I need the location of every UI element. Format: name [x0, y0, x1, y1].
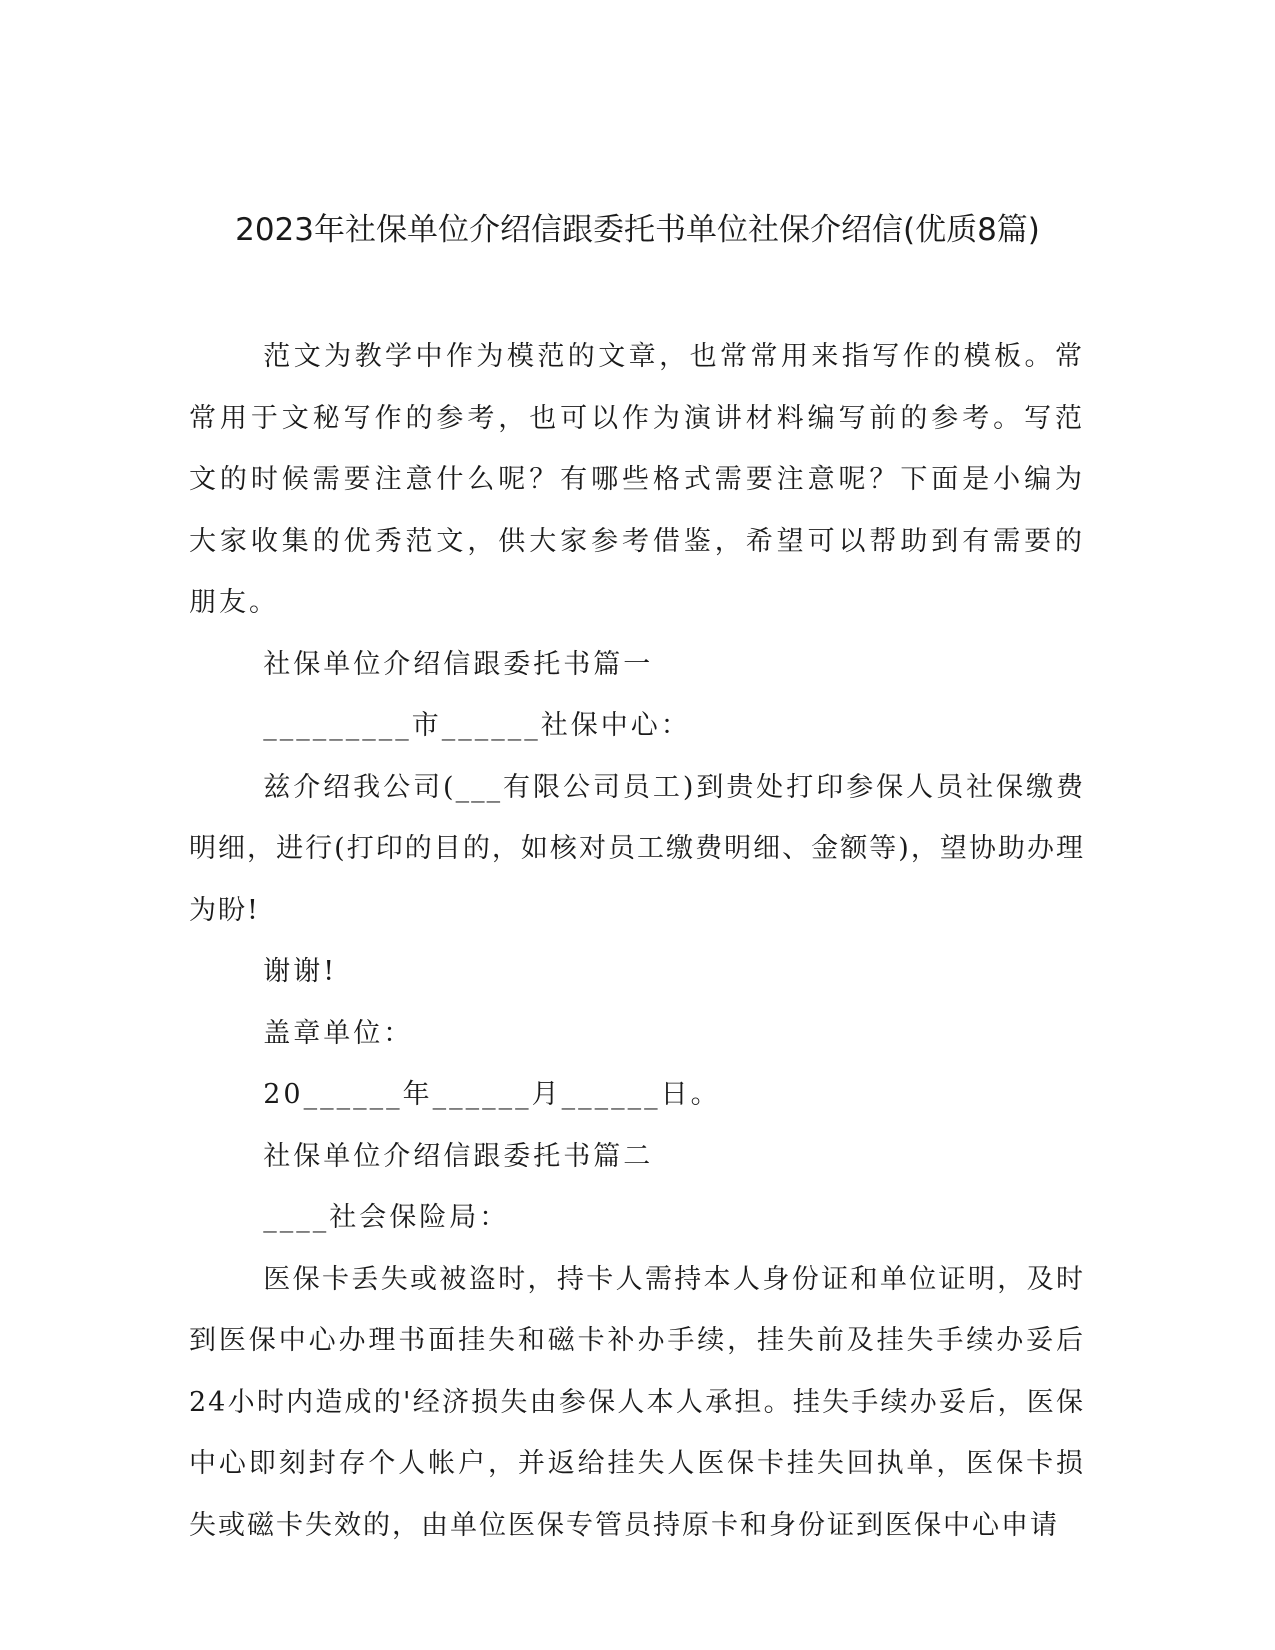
letter-body-2: 医保卡丢失或被盗时，持卡人需持本人身份证和单位证明，及时到医保中心办理书面挂失和磁卡补办手续，挂失前及挂失手续办妥后24小时内造成的'经济损失由参保人本人承担。挂失手续办妥后，医保中心即刻封存个人帐户，并返给挂失人医保卡挂失回执单，医保卡损失或磁卡失效的，由单位医保专管员持原卡和身份证到医保中心申请 — [189, 1263, 1085, 1541]
section-heading-1: 社保单位介绍信跟委托书篇一 — [263, 648, 654, 680]
thanks-line: 谢谢! — [263, 956, 338, 987]
section-heading-2: 社保单位介绍信跟委托书篇二 — [263, 1140, 654, 1172]
date-line: 20______年______月______日。 — [263, 1079, 721, 1110]
letter-body-1: 兹介绍我公司(___有限公司员工)到贵处打印参保人员社保缴费明细，进行(打印的目的，如核对员工缴费明细、金额等)，望协助办理为盼! — [189, 771, 1085, 926]
addressee-line-1: _________市______社保中心： — [263, 710, 691, 741]
seal-unit-line: 盖章单位： — [263, 1017, 414, 1049]
addressee-line-2: ____社会保险局： — [263, 1202, 510, 1233]
intro-paragraph: 范文为教学中作为模范的文章，也常常用来指写作的模板。常常用于文秘写作的参考，也可以作为演讲材料编写前的参考。写范文的时候需要注意什么呢？有哪些格式需要注意呢？下面是小编为大家收集的优秀范文，供大家参考借鉴，希望可以帮助到有需要的朋友。 — [189, 341, 1085, 618]
document-title: 2023年社保单位介绍信跟委托书单位社保介绍信(优质8篇) — [235, 212, 1040, 248]
document-body — [189, 326, 1085, 1556]
